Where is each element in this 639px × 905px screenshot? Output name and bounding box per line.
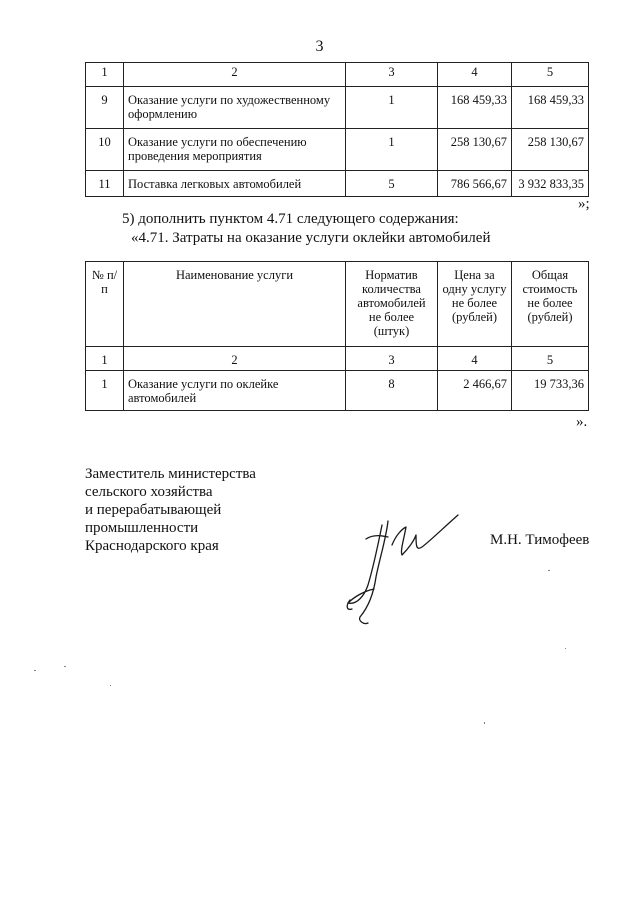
- column-number-cell: 1: [86, 347, 124, 371]
- total-cost: 168 459,33: [512, 87, 589, 129]
- scan-speck: [565, 648, 566, 649]
- column-header-service: Наименование услуги: [124, 262, 346, 347]
- position-line: Заместитель министерства: [85, 466, 256, 482]
- column-number-cell: 3: [346, 347, 438, 371]
- service-name: Оказание услуги по обеспечению проведения мероприятия: [124, 129, 346, 171]
- amendment-item-line: 5) дополнить пунктом 4.71 следующего содержания:: [122, 211, 459, 227]
- row-number: 10: [86, 129, 124, 171]
- column-number-cell: 2: [124, 63, 346, 87]
- service-name: Оказание услуги по художественному оформлению: [124, 87, 346, 129]
- column-header-norm: Норматив количества автомобилей не более (штук): [346, 262, 438, 347]
- column-number-cell: 2: [124, 347, 346, 371]
- scan-speck: [484, 722, 485, 724]
- column-header-total: Общая стоимость не более (рублей): [512, 262, 589, 347]
- table1-closing-quote: »;: [578, 196, 590, 212]
- quantity: 8: [346, 371, 438, 411]
- scan-speck: [64, 666, 66, 667]
- service-name: Оказание услуги по оклейке автомобилей: [124, 371, 346, 411]
- signatory-position: [85, 465, 256, 555]
- total-cost: 19 733,36: [512, 371, 589, 411]
- column-number-cell: 4: [438, 347, 512, 371]
- row-number: 11: [86, 171, 124, 197]
- table-header-row: [86, 63, 589, 87]
- signatory-name: М.Н. Тимофеев: [490, 532, 590, 548]
- amendment-item-heading: «4.71. Затраты на оказание услуги оклейки автомобилей: [131, 230, 491, 246]
- position-line: Краснодарского края: [85, 538, 219, 554]
- total-cost: 3 932 833,35: [512, 171, 589, 197]
- total-cost: 258 130,67: [512, 129, 589, 171]
- column-header-price: Цена за одну услугу не более (рублей): [438, 262, 512, 347]
- table-header-row: [86, 262, 589, 347]
- quantity: 1: [346, 87, 438, 129]
- unit-price: 168 459,33: [438, 87, 512, 129]
- quantity: 5: [346, 171, 438, 197]
- column-number-cell: 5: [512, 347, 589, 371]
- column-number-cell: 4: [438, 63, 512, 87]
- page-number: 3: [315, 38, 324, 55]
- unit-price: 786 566,67: [438, 171, 512, 197]
- handwritten-signature: [330, 505, 470, 635]
- table-row: [86, 171, 589, 197]
- row-number: 9: [86, 87, 124, 129]
- costs-table: [85, 261, 589, 411]
- column-number-cell: 3: [346, 63, 438, 87]
- table-row: [86, 371, 589, 411]
- quantity: 1: [346, 129, 438, 171]
- scan-speck: [110, 685, 111, 686]
- table-row: [86, 87, 589, 129]
- continuation-table: [85, 62, 589, 197]
- position-line: и перерабатывающей: [85, 502, 222, 518]
- column-number-cell: 1: [86, 63, 124, 87]
- column-header-number: № п/п: [86, 262, 124, 347]
- row-number: 1: [86, 371, 124, 411]
- position-line: промышленности: [85, 520, 199, 536]
- position-line: сельского хозяйства: [85, 484, 213, 500]
- service-name: Поставка легковых автомобилей: [124, 171, 346, 197]
- unit-price: 258 130,67: [438, 129, 512, 171]
- scan-speck: [34, 670, 36, 671]
- table-row: [86, 129, 589, 171]
- table2-closing-quote: ».: [576, 414, 588, 430]
- unit-price: 2 466,67: [438, 371, 512, 411]
- table-numbering-row: [86, 347, 589, 371]
- scan-speck: [548, 570, 550, 571]
- column-number-cell: 5: [512, 63, 589, 87]
